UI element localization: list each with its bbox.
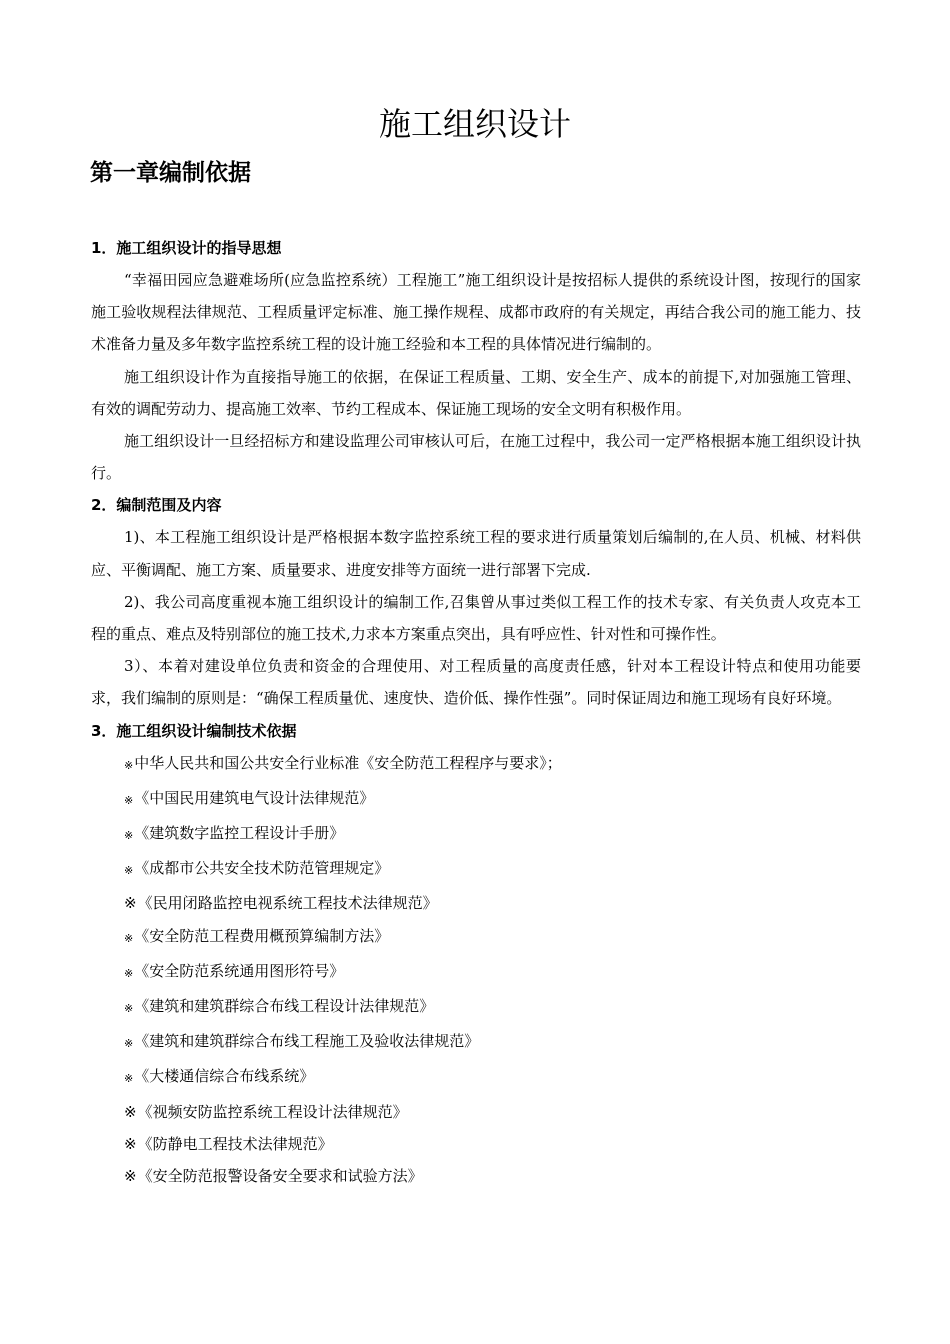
section-guiding-principle — [91, 232, 861, 489]
reference-mark-icon: ※ — [124, 1134, 137, 1153]
reference-item — [124, 852, 861, 887]
reference-mark-icon: ※ — [124, 894, 137, 913]
reference-item — [124, 1025, 861, 1060]
reference-item — [124, 887, 861, 919]
document-body — [91, 232, 861, 1192]
reference-item — [124, 1128, 861, 1160]
section-heading: 1．施工组织设计的指导思想 — [91, 239, 282, 257]
reference-mark-icon: ※ — [124, 793, 134, 807]
paragraph: 3）、本着对建设单位负责和资金的合理使用、对工程质量的高度责任感，针对本工程设计特点和使用功能要求，我们编制的原则是：“确保工程质量优、速度快、造价低、操作性强”。同时保证周边和施工现场有良好环境。 — [91, 657, 861, 708]
reference-list — [91, 747, 861, 1193]
reference-mark-icon: ※ — [124, 1167, 137, 1186]
reference-item — [124, 955, 861, 990]
reference-mark-icon: ※ — [124, 1102, 137, 1121]
reference-text: 《建筑和建筑群综合布线工程施工及验收法律规范》 — [134, 1032, 480, 1051]
reference-text: 《建筑数字监控工程设计手册》 — [134, 824, 345, 843]
chapter-title: 第一章编制依据 — [90, 159, 251, 186]
reference-item — [124, 747, 861, 782]
reference-text: 《安全防范报警设备安全要求和试验方法》 — [137, 1167, 423, 1186]
reference-item — [124, 782, 861, 817]
document-title: 施工组织设计 — [378, 105, 571, 143]
reference-mark-icon: ※ — [124, 966, 134, 980]
reference-item — [124, 817, 861, 852]
paragraph: 施工组织设计作为直接指导施工的依据，在保证工程质量、工期、安全生产、成本的前提下,对加强施工管理、有效的调配劳动力、提高施工效率、节约工程成本、保证施工现场的安全文明有积极作用。 — [91, 367, 861, 418]
reference-item — [124, 1096, 861, 1128]
reference-text: 《建筑和建筑群综合布线工程设计法律规范》 — [134, 997, 435, 1016]
reference-mark-icon: ※ — [124, 1072, 134, 1086]
paragraph: “幸福田园应急避难场所(应急监控系统）工程施工”施工组织设计是按招标人提供的系统设计图，按现行的国家施工验收规程法律规范、工程质量评定标准、施工操作规程、成都市政府的有关规定，再结合我公司的施工能力、技术准备力量及多年数字监控系统工程的设计施工经验和本工程的具体情况进行编制的。 — [91, 271, 861, 354]
reference-text: 《民用闭路监控电视系统工程技术法律规范》 — [137, 894, 438, 913]
paragraph: 1)、本工程施工组织设计是严格根据本数字监控系统工程的要求进行质量策划后编制的,在人员、机械、材料供应、平衡调配、施工方案、质量要求、进度安排等方面统一进行部署下完成. — [91, 528, 861, 579]
reference-mark-icon: ※ — [124, 829, 134, 843]
reference-mark-icon: ※ — [124, 1002, 134, 1016]
reference-text: 中华人民共和国公共安全行业标准《安全防范工程程序与要求》； — [134, 753, 562, 772]
section-heading: 2．编制范围及内容 — [91, 496, 222, 515]
section-scope-and-content — [91, 489, 861, 714]
reference-item — [124, 1160, 861, 1192]
reference-item — [124, 990, 861, 1025]
reference-mark-icon: ※ — [124, 864, 134, 878]
reference-text: 《安全防范系统通用图形符号》 — [134, 961, 345, 980]
reference-mark-icon: ※ — [124, 758, 134, 772]
reference-text: 《防静电工程技术法律规范》 — [137, 1134, 333, 1153]
reference-text: 《成都市公共安全技术防范管理规定》 — [134, 859, 390, 878]
paragraph: 2)、我公司高度重视本施工组织设计的编制工作,召集曾从事过类似工程工作的技术专家、有关负责人攻克本工程的重点、难点及特别部位的施工技术,力求本方案重点突出，具有呼应性、针对性和可操作性。 — [91, 592, 861, 644]
reference-mark-icon: ※ — [124, 931, 134, 945]
reference-item — [124, 920, 861, 955]
reference-item — [124, 1060, 861, 1095]
reference-text: 《大楼通信综合布线系统》 — [134, 1067, 315, 1086]
section-technical-basis — [91, 715, 861, 1193]
reference-text: 《视频安防监控系统工程设计法律规范》 — [137, 1102, 408, 1121]
reference-text: 《中国民用建筑电气设计法律规范》 — [134, 788, 375, 807]
reference-mark-icon: ※ — [124, 1037, 134, 1051]
reference-text: 《安全防范工程费用概预算编制方法》 — [134, 926, 390, 945]
section-heading: 3．施工组织设计编制技术依据 — [91, 721, 297, 740]
paragraph: 施工组织设计一旦经招标方和建设监理公司审核认可后，在施工过程中，我公司一定严格根据本施工组织设计执行。 — [91, 432, 861, 483]
